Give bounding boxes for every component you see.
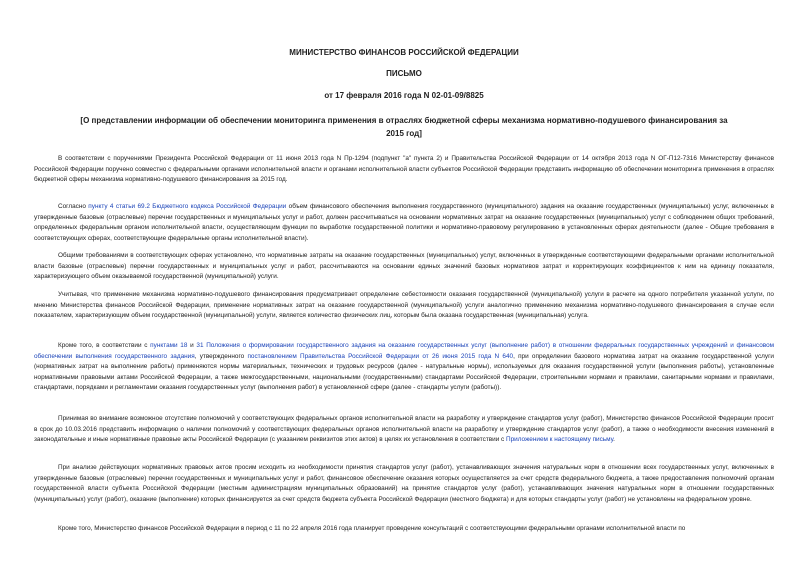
document-type: ПИСЬМО bbox=[386, 69, 422, 78]
paragraph-7-text: При анализе действующих нормативных правовых актов просим исходить из необходимости принятия стандартов услуг (работ), устанавливающих значения натуральных норм в отношении всех государственных услуг, включенных в утвержденные базовые (отраслевые) перечни государственных и муниципальных услуг и работ, финансовое обеспечение оказания которых осуществляется за счет средств федерального бюджета, а также предоставления полномочий органам государственной власти субъекта Российской Федерации (местным администрациям муниципальных образований) на принятие стандартов услуг (работ), устанавливающих значения натуральных норм в отношении государственных (муниципальных) услуг (работ), оказание (выполнение) которых финансируется за счет средств бюджета субъекта Российской Федерации (местного бюджета) и для которых стандарты услуг (работ) не установлены на федеральном уровне. bbox=[34, 464, 774, 503]
paragraph-2 bbox=[34, 202, 774, 244]
paragraph-1-text: В соответствии с поручениями Президента Российской Федерации от 11 июня 2013 года N Пр-1294 (подпункт "а" пункта 2) и Правительства Российской Федерации от 14 октября 2013 года N ОГ-П12-7316 Министерству финансов Российской Федерации поручено совместно с федеральными органами исполнительной власти и органами исполнительной власти субъектов Российской Федерации представить информацию об обеспечении мониторинга применения в отраслях бюджетной сферы механизма нормативно-подушевого финансирования за 2015 год. bbox=[34, 155, 774, 184]
document-subject: [О представлении информации об обеспечении мониторинга применения в отраслях бюджетной сферы механизма нормативно-подушевого финансирования за 2015 год] bbox=[80, 116, 728, 138]
paragraph-8 bbox=[34, 524, 774, 535]
paragraph-6-pre: Принимая во внимание возможное отсутствие полномочий у соответствующих федеральных органов исполнительной власти на разработку и утверждение стандартов услуг (работ), Министерство финансов Российской Федерации просит в срок до 10.03.2016 представить информацию о наличии полномочий у соответствующих федеральных органов исполнительной власти на разработку и утверждение стандартов услуг (работ), а также о необходимости внесения изменений в законодательные и иные нормативные правовые акты Российской Федерации (с указанием реквизитов этих актов) в целях их установления в соответствии с bbox=[34, 415, 774, 444]
paragraph-7 bbox=[34, 463, 774, 505]
paragraph-2-pre: Согласно bbox=[58, 203, 89, 210]
regulation-31-link[interactable]: 31 Положения о формировании государственного задания на оказание государственных услуг (выполнение работ) в отношении федеральных государственных учреждений и финансовом обеспечении выполнения государственного задания bbox=[34, 342, 775, 360]
budget-code-link[interactable]: пункту 4 статьи 69.2 Бюджетного кодекса Российской Федерации bbox=[88, 203, 287, 210]
paragraph-6-post: . bbox=[613, 436, 615, 444]
paragraph-6 bbox=[34, 414, 774, 446]
paragraph-5-pre: Кроме того, в соответствии с bbox=[58, 342, 151, 349]
paragraph-3 bbox=[34, 251, 774, 283]
document-date-number: от 17 февраля 2016 года N 02-01-09/8825 bbox=[324, 91, 484, 100]
appendix-link[interactable]: Приложением к настоящему письму bbox=[506, 436, 614, 444]
paragraph-5 bbox=[34, 341, 774, 394]
clauses-18-link[interactable]: пунктами 18 bbox=[150, 342, 188, 349]
paragraph-5-post: , при определении базового норматива затрат на оказание государственной услуги (нормативных затрат на выполнение работы) применяются нормы материальных, технических и трудовых ресурсов (далее - натуральные нормы), используемых для оказания государственной услуги (выполнения работы), установленные нормативными правовыми актами Российской Федерации, а также межгосударственными, национальными (государственными) стандартами Российской Федерации, строительными нормами и правилами, санитарными нормами и правилами, стандартами, порядками и регламентами оказания государственных услуг (выполнения работ) в установленной сфере (далее - стандарты услуги (работы)). bbox=[34, 352, 774, 392]
paragraph-8-text: Кроме того, Министерство финансов Российской Федерации в период с 11 по 22 апреля 2016 года планирует проведение консультаций с соответствующими федеральными органами исполнительной власти по bbox=[58, 525, 686, 532]
paragraph-1 bbox=[34, 154, 774, 186]
paragraph-2-post: объем финансового обеспечения выполнения государственного (муниципального) задания на оказание государственных (муниципальных) услуг, включенных в утвержденные базовые (отраслевые) перечни государственных и муниципальных услуг и работ, должен рассчитываться на основании нормативных затрат на оказание государственных (муниципальных) услуг с соблюдением общих требований, определенных федеральным органом исполнительной власти, осуществляющим функции по выработке государственной политики и нормативно-правовому регулированию в установленных сферах деятельности (далее - Общие требования в соответствующих сферах, соответствующие федеральные органы исполнительной власти). bbox=[34, 203, 774, 242]
paragraph-4-text: Учитывая, что применение механизма нормативно-подушевого финансирования предусматривает определение себестоимости оказания государственной (муниципальной) услуги в расчете на одного потребителя указанной услуги, по мнению Министерства финансов Российской Федерации, применение нормативных затрат на оказание государственной (муниципальной) услуги аналогично применению механизма нормативно-подушевого финансирования в случае если показателем, характеризующим объем государственной (муниципальной) услуги, является количество физических лиц, которым была оказана государственная (муниципальная) услуга. bbox=[34, 291, 774, 320]
paragraph-4 bbox=[34, 290, 774, 322]
paragraph-5-mid1: и bbox=[187, 342, 197, 349]
government-decree-640-link[interactable]: постановлением Правительства Российской Федерации от 26 июня 2015 года N 640 bbox=[247, 352, 514, 360]
ministry-name: МИНИСТЕРСТВО ФИНАНСОВ РОССИЙСКОЙ ФЕДЕРАЦИИ bbox=[289, 48, 519, 57]
paragraph-3-text: Общими требованиями в соответствующих сферах установлено, что нормативные затраты на оказание государственных (муниципальных) услуг, включенных в утвержденные соответствующими федеральными органами исполнительной власти базовые (отраслевые) перечни государственных и муниципальных услуг и работ, рассчитываются на основании единых значений базовых нормативов затрат и корректирующих коэффициентов к ним на единицу показателя, характеризующего объем оказываемой государственной (муниципальной) услуги. bbox=[34, 252, 774, 281]
paragraph-5-mid2: , утвержденного bbox=[194, 352, 248, 360]
